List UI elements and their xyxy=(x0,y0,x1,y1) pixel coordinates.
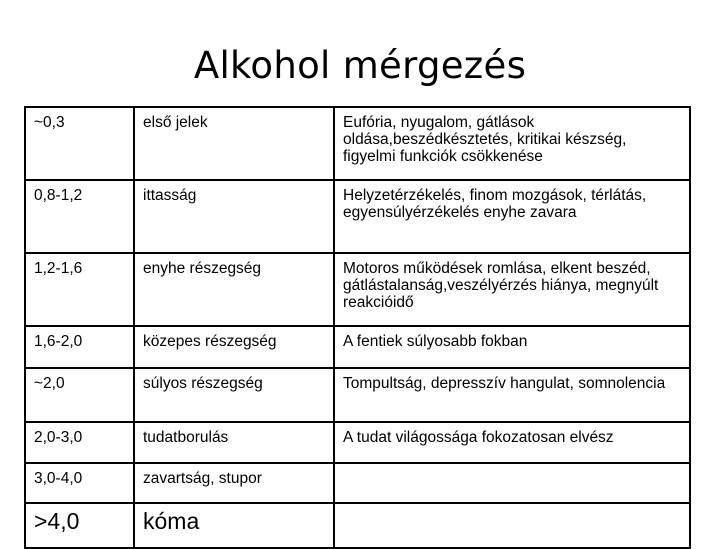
table-row xyxy=(25,326,690,368)
table-row xyxy=(25,107,690,180)
level-cell: >4,0 xyxy=(25,503,134,548)
level-cell: 2,0-3,0 xyxy=(25,422,134,463)
slide-title: Alkohol mérgezés xyxy=(193,44,527,87)
table-row xyxy=(25,422,690,463)
stage-cell: súlyos részegség xyxy=(134,368,334,422)
table-row xyxy=(25,503,690,548)
symptoms-cell: Helyzetérzékelés, finom mozgások, térlátás, egyensúlyérzékelés enyhe zavara xyxy=(334,180,690,253)
stage-cell: kóma xyxy=(134,503,334,548)
table-row xyxy=(25,180,690,253)
stage-cell: enyhe részegség xyxy=(134,253,334,326)
level-cell: 3,0-4,0 xyxy=(25,463,134,503)
symptoms-cell xyxy=(334,503,690,548)
symptoms-cell: A fentiek súlyosabb fokban xyxy=(334,326,690,368)
table-row xyxy=(25,253,690,326)
stage-cell: zavartság, stupor xyxy=(134,463,334,503)
intoxication-table xyxy=(24,106,691,549)
level-cell: 1,6-2,0 xyxy=(25,326,134,368)
level-cell: ~0,3 xyxy=(25,107,134,180)
stage-cell: ittasság xyxy=(134,180,334,253)
stage-cell: első jelek xyxy=(134,107,334,180)
table-row xyxy=(25,463,690,503)
stage-cell: közepes részegség xyxy=(134,326,334,368)
level-cell: ~2,0 xyxy=(25,368,134,422)
stage-cell: tudatborulás xyxy=(134,422,334,463)
level-cell: 1,2-1,6 xyxy=(25,253,134,326)
level-cell: 0,8-1,2 xyxy=(25,180,134,253)
symptoms-cell: A tudat világossága fokozatosan elvész xyxy=(334,422,690,463)
symptoms-cell: Eufória, nyugalom, gátlások oldása,beszédkésztetés, kritikai készség, figyelmi funkciók csökkenése xyxy=(334,107,690,180)
symptoms-cell xyxy=(334,463,690,503)
table-row xyxy=(25,368,690,422)
symptoms-cell: Tompultság, depresszív hangulat, somnolencia xyxy=(334,368,690,422)
symptoms-cell: Motoros működések romlása, elkent beszéd, gátlástalanság,veszélyérzés hiánya, megnyúlt reakcióidő xyxy=(334,253,690,326)
